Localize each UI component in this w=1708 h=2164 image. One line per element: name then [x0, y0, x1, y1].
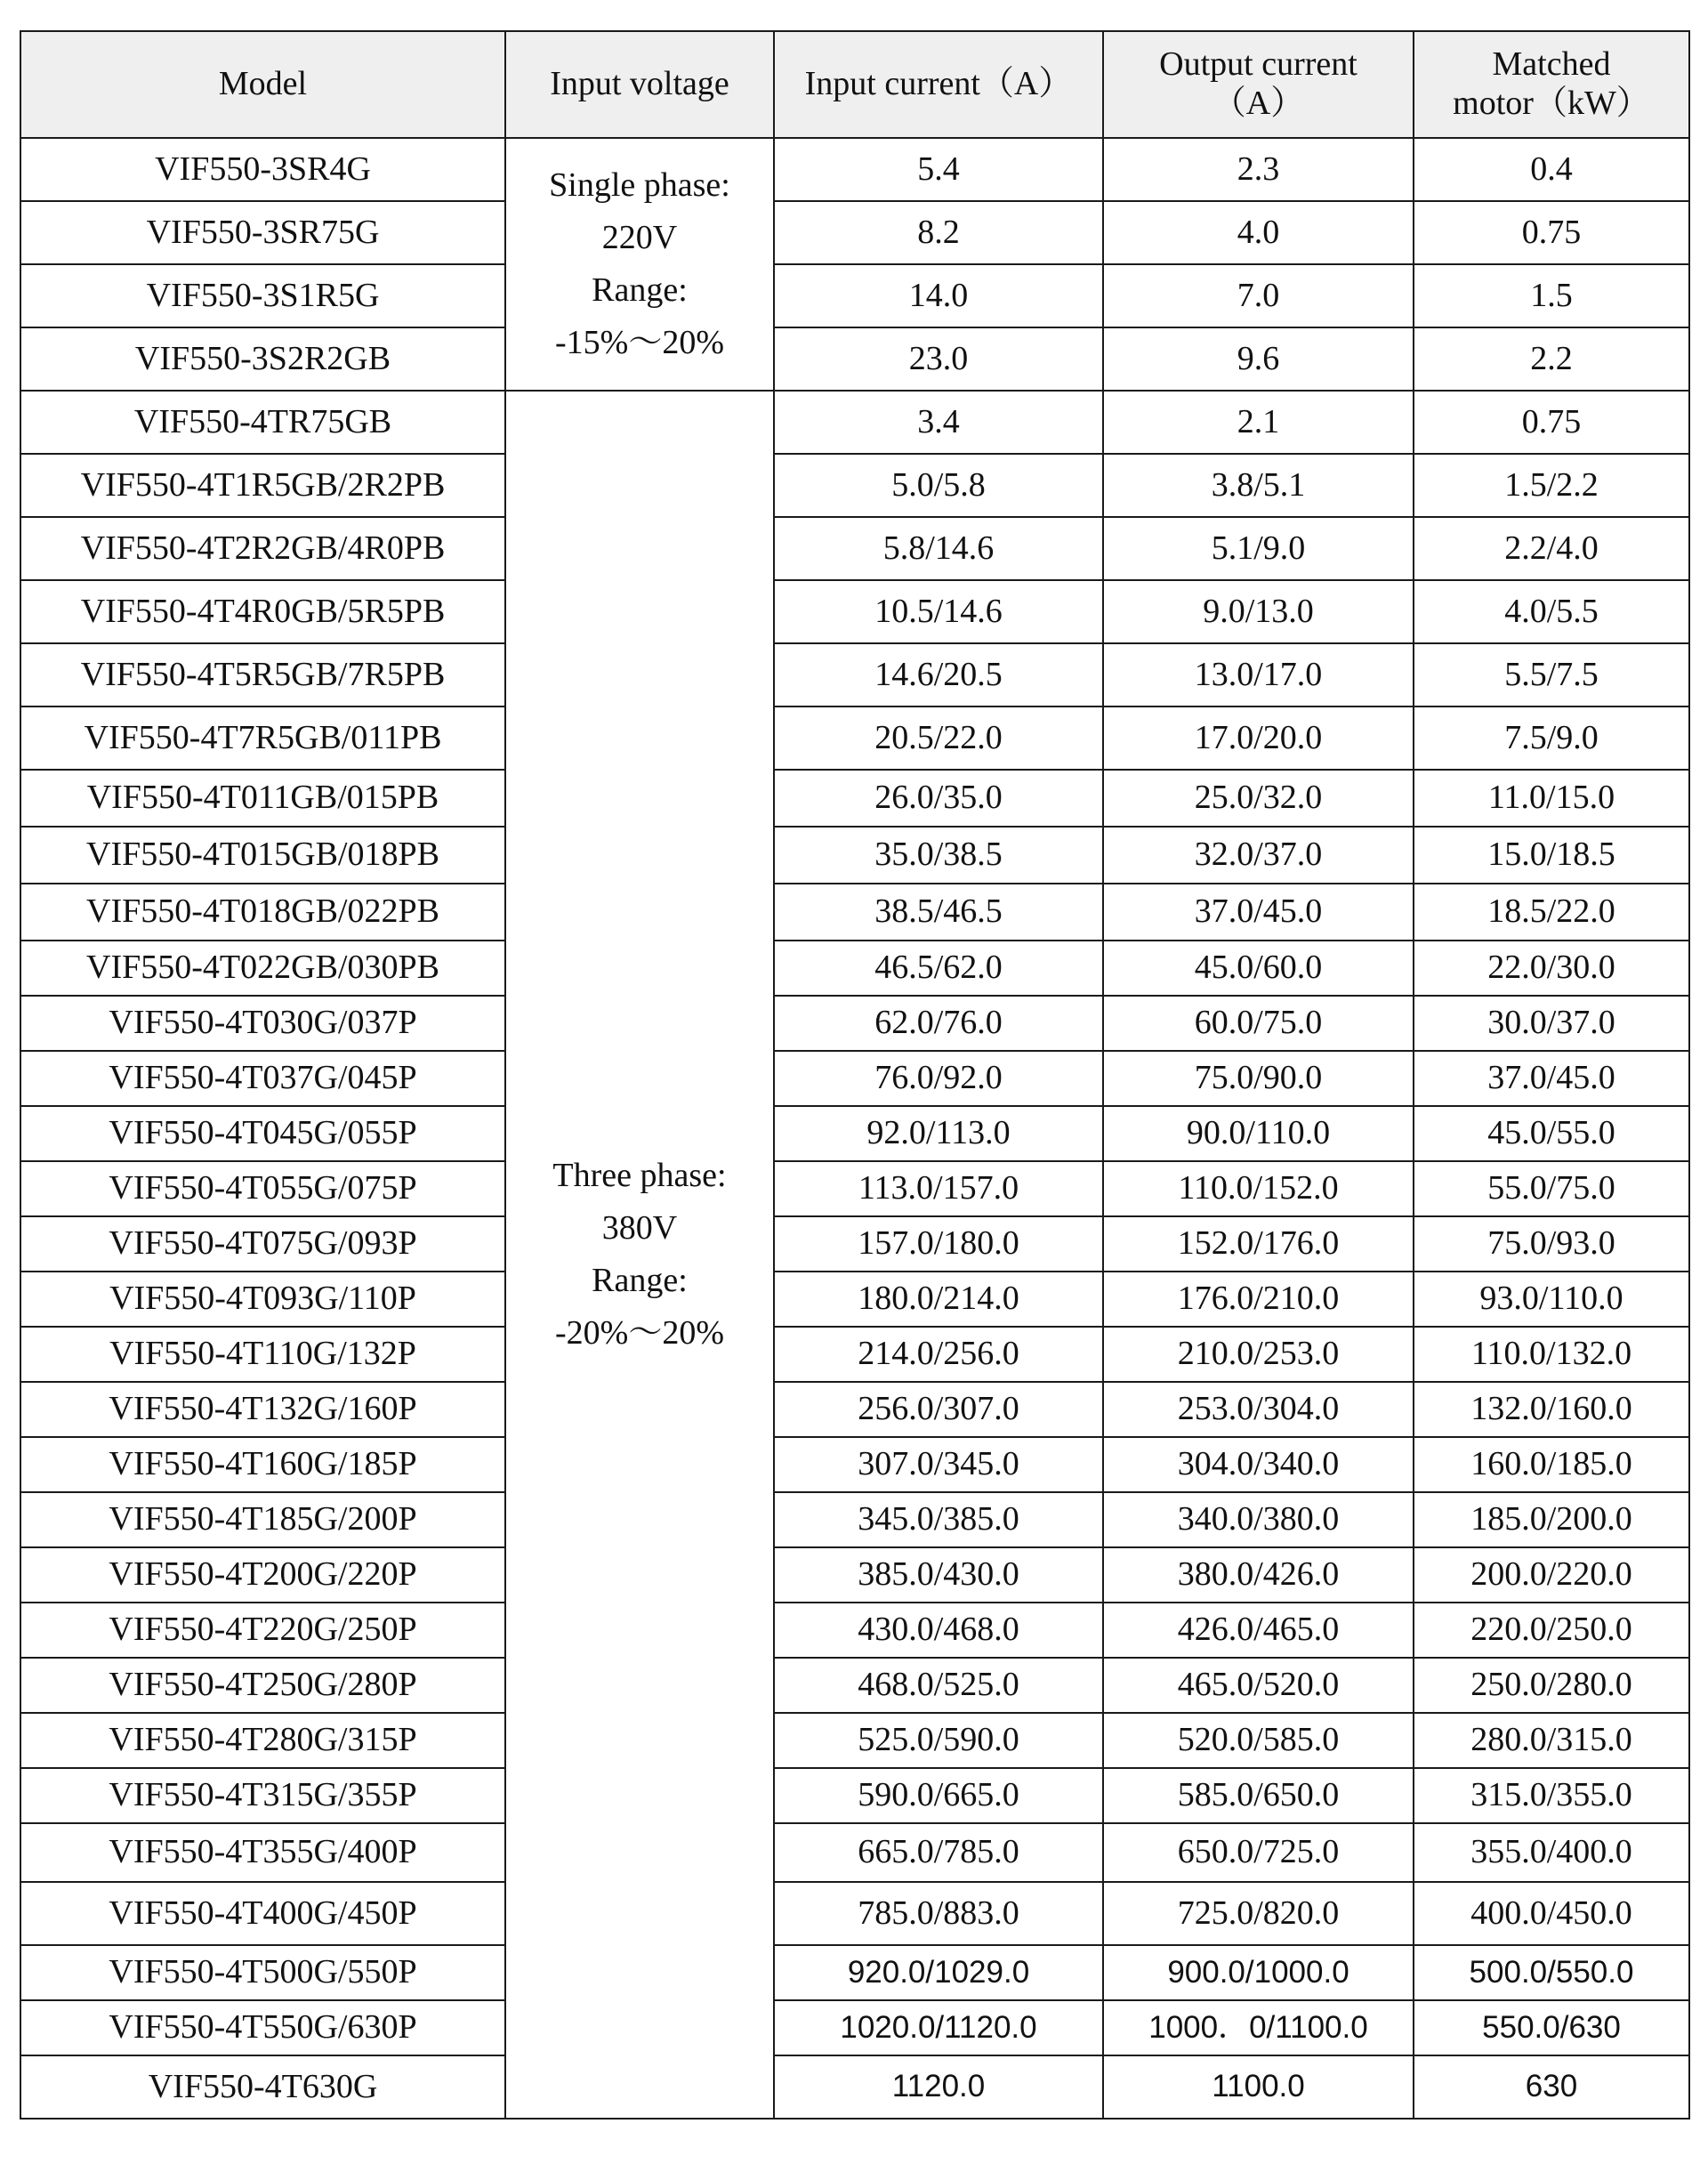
- input-current-cell: 180.0/214.0: [774, 1272, 1103, 1327]
- matched-motor-cell: 355.0/400.0: [1414, 1823, 1689, 1882]
- matched-motor-cell: 400.0/450.0: [1414, 1882, 1689, 1945]
- output-current-cell: 2.1: [1103, 391, 1414, 454]
- input-voltage-three-phase: [505, 391, 774, 2119]
- matched-motor-cell: 110.0/132.0: [1414, 1327, 1689, 1382]
- input-voltage-line: Range:: [592, 1262, 688, 1299]
- model-cell: VIF550-4T200G/220P: [20, 1547, 505, 1603]
- input-current-cell: 113.0/157.0: [774, 1161, 1103, 1216]
- input-current-cell: 256.0/307.0: [774, 1382, 1103, 1437]
- matched-motor-cell: 37.0/45.0: [1414, 1051, 1689, 1106]
- model-cell: VIF550-4T160G/185P: [20, 1437, 505, 1492]
- table-row: [20, 264, 1689, 327]
- header-input-current: Input current（A）: [774, 31, 1103, 138]
- table-row: [20, 1768, 1689, 1823]
- input-current-cell: 307.0/345.0: [774, 1437, 1103, 1492]
- model-cell: VIF550-3SR75G: [20, 201, 505, 264]
- input-current-cell: 525.0/590.0: [774, 1713, 1103, 1768]
- output-current-cell: 2.3: [1103, 138, 1414, 201]
- model-cell: VIF550-4T5R5GB/7R5PB: [20, 643, 505, 707]
- model-cell: VIF550-4T400G/450P: [20, 1882, 505, 1945]
- input-voltage-line: 220V: [601, 219, 678, 257]
- model-cell: VIF550-4T018GB/022PB: [20, 884, 505, 941]
- input-current-cell: 3.4: [774, 391, 1103, 454]
- matched-motor-cell: 280.0/315.0: [1414, 1713, 1689, 1768]
- matched-motor-cell: 200.0/220.0: [1414, 1547, 1689, 1603]
- table-row: [20, 827, 1689, 884]
- table-row: [20, 1603, 1689, 1658]
- matched-motor-cell: 4.0/5.5: [1414, 580, 1689, 643]
- input-current-cell: 5.8/14.6: [774, 517, 1103, 580]
- output-current-cell: 90.0/110.0: [1103, 1106, 1414, 1161]
- table-row: [20, 770, 1689, 827]
- input-current-cell: 430.0/468.0: [774, 1603, 1103, 1658]
- table-row: [20, 391, 1689, 454]
- header-model: Model: [20, 31, 505, 138]
- output-current-cell: 60.0/75.0: [1103, 996, 1414, 1051]
- output-current-cell: 426.0/465.0: [1103, 1603, 1414, 1658]
- model-cell: VIF550-4T1R5GB/2R2PB: [20, 454, 505, 517]
- matched-motor-cell: 0.75: [1414, 391, 1689, 454]
- table-row: [20, 138, 1689, 201]
- model-cell: VIF550-4T045G/055P: [20, 1106, 505, 1161]
- input-current-cell: 590.0/665.0: [774, 1768, 1103, 1823]
- model-cell: VIF550-4T011GB/015PB: [20, 770, 505, 827]
- matched-motor-cell: 2.2/4.0: [1414, 517, 1689, 580]
- model-cell: VIF550-4T355G/400P: [20, 1823, 505, 1882]
- output-current-cell: 3.8/5.1: [1103, 454, 1414, 517]
- matched-motor-cell: 30.0/37.0: [1414, 996, 1689, 1051]
- model-cell: VIF550-4T110G/132P: [20, 1327, 505, 1382]
- model-cell: VIF550-4T630G: [20, 2055, 505, 2119]
- input-voltage-line: 380V: [601, 1209, 678, 1248]
- header-output-current-line2: （A）: [1212, 85, 1305, 122]
- output-current-cell: 210.0/253.0: [1103, 1327, 1414, 1382]
- table-row: [20, 1161, 1689, 1216]
- matched-motor-cell: 2.2: [1414, 327, 1689, 391]
- output-current-cell: 17.0/20.0: [1103, 707, 1414, 770]
- model-cell: VIF550-3S1R5G: [20, 264, 505, 327]
- input-current-cell: 468.0/525.0: [774, 1658, 1103, 1713]
- matched-motor-cell: 18.5/22.0: [1414, 884, 1689, 941]
- table-row: [20, 517, 1689, 580]
- header-matched-motor-line2: motor（kW）: [1453, 85, 1650, 122]
- output-current-cell: 340.0/380.0: [1103, 1492, 1414, 1547]
- matched-motor-cell: 250.0/280.0: [1414, 1658, 1689, 1713]
- table-row: [20, 580, 1689, 643]
- output-current-cell: 9.6: [1103, 327, 1414, 391]
- table-row: [20, 1216, 1689, 1272]
- table-row: [20, 1713, 1689, 1768]
- output-current-cell: 152.0/176.0: [1103, 1216, 1414, 1272]
- model-cell: VIF550-4T7R5GB/011PB: [20, 707, 505, 770]
- model-cell: VIF550-4T132G/160P: [20, 1382, 505, 1437]
- header-output-current: [1103, 31, 1414, 138]
- table-row: [20, 884, 1689, 941]
- matched-motor-cell: 55.0/75.0: [1414, 1161, 1689, 1216]
- header-row: [20, 31, 1689, 138]
- model-cell: VIF550-4T4R0GB/5R5PB: [20, 580, 505, 643]
- output-current-cell: 9.0/13.0: [1103, 580, 1414, 643]
- input-voltage-single-phase: [505, 138, 774, 391]
- matched-motor-cell: 160.0/185.0: [1414, 1437, 1689, 1492]
- model-cell: VIF550-4T315G/355P: [20, 1768, 505, 1823]
- header-output-current-line1: Output current: [1159, 45, 1358, 84]
- model-cell: VIF550-4T030G/037P: [20, 996, 505, 1051]
- matched-motor-cell: 132.0/160.0: [1414, 1382, 1689, 1437]
- input-current-cell: 1120.0: [774, 2055, 1103, 2119]
- matched-motor-cell: 220.0/250.0: [1414, 1603, 1689, 1658]
- input-voltage-line: Three phase:: [552, 1157, 727, 1195]
- model-cell: VIF550-4T022GB/030PB: [20, 941, 505, 996]
- input-current-cell: 1020.0/1120.0: [774, 2000, 1103, 2055]
- table-row: [20, 2055, 1689, 2119]
- table-row: [20, 1437, 1689, 1492]
- output-current-cell: 13.0/17.0: [1103, 643, 1414, 707]
- output-current-cell: 75.0/90.0: [1103, 1051, 1414, 1106]
- header-input-voltage: Input voltage: [505, 31, 774, 138]
- matched-motor-cell: 0.75: [1414, 201, 1689, 264]
- table-row: [20, 1051, 1689, 1106]
- input-current-cell: 35.0/38.5: [774, 827, 1103, 884]
- matched-motor-cell: 15.0/18.5: [1414, 827, 1689, 884]
- input-current-cell: 14.0: [774, 264, 1103, 327]
- model-cell: VIF550-4T055G/075P: [20, 1161, 505, 1216]
- matched-motor-cell: 11.0/15.0: [1414, 770, 1689, 827]
- header-matched-motor: [1414, 31, 1689, 138]
- table-row: [20, 996, 1689, 1051]
- input-current-cell: 157.0/180.0: [774, 1216, 1103, 1272]
- table-row: [20, 1492, 1689, 1547]
- matched-motor-cell: 1.5: [1414, 264, 1689, 327]
- output-current-cell: 253.0/304.0: [1103, 1382, 1414, 1437]
- output-current-cell: 650.0/725.0: [1103, 1823, 1414, 1882]
- output-current-cell: 1000．0/1100.0: [1103, 2000, 1414, 2055]
- table-row: [20, 327, 1689, 391]
- input-voltage-line: Single phase:: [549, 166, 730, 205]
- model-cell: VIF550-4T185G/200P: [20, 1492, 505, 1547]
- output-current-cell: 7.0: [1103, 264, 1414, 327]
- table-row: [20, 1327, 1689, 1382]
- table-row: [20, 1547, 1689, 1603]
- output-current-cell: 520.0/585.0: [1103, 1713, 1414, 1768]
- input-current-cell: 26.0/35.0: [774, 770, 1103, 827]
- matched-motor-cell: 0.4: [1414, 138, 1689, 201]
- model-cell: VIF550-3S2R2GB: [20, 327, 505, 391]
- output-current-cell: 304.0/340.0: [1103, 1437, 1414, 1492]
- input-current-cell: 92.0/113.0: [774, 1106, 1103, 1161]
- model-cell: VIF550-4TR75GB: [20, 391, 505, 454]
- matched-motor-cell: 45.0/55.0: [1414, 1106, 1689, 1161]
- table-row: [20, 1823, 1689, 1882]
- matched-motor-cell: 93.0/110.0: [1414, 1272, 1689, 1327]
- matched-motor-cell: 550.0/630: [1414, 2000, 1689, 2055]
- table-row: [20, 1106, 1689, 1161]
- input-current-cell: 665.0/785.0: [774, 1823, 1103, 1882]
- input-current-cell: 385.0/430.0: [774, 1547, 1103, 1603]
- input-current-cell: 14.6/20.5: [774, 643, 1103, 707]
- table-row: [20, 454, 1689, 517]
- output-current-cell: 1100.0: [1103, 2055, 1414, 2119]
- output-current-cell: 725.0/820.0: [1103, 1882, 1414, 1945]
- table-row: [20, 1882, 1689, 1945]
- table-row: [20, 707, 1689, 770]
- input-current-cell: 62.0/76.0: [774, 996, 1103, 1051]
- output-current-cell: 900.0/1000.0: [1103, 1945, 1414, 2000]
- header-matched-motor-line1: Matched: [1492, 45, 1611, 84]
- matched-motor-cell: 5.5/7.5: [1414, 643, 1689, 707]
- output-current-cell: 585.0/650.0: [1103, 1768, 1414, 1823]
- model-cell: VIF550-4T075G/093P: [20, 1216, 505, 1272]
- input-current-cell: 785.0/883.0: [774, 1882, 1103, 1945]
- matched-motor-cell: 7.5/9.0: [1414, 707, 1689, 770]
- model-cell: VIF550-4T280G/315P: [20, 1713, 505, 1768]
- input-voltage-line: Range:: [592, 271, 688, 309]
- model-cell: VIF550-4T2R2GB/4R0PB: [20, 517, 505, 580]
- table-row: [20, 2000, 1689, 2055]
- input-current-cell: 20.5/22.0: [774, 707, 1103, 770]
- table-row: [20, 1658, 1689, 1713]
- table-row: [20, 1382, 1689, 1437]
- matched-motor-cell: 185.0/200.0: [1414, 1492, 1689, 1547]
- table-row: [20, 941, 1689, 996]
- input-current-cell: 920.0/1029.0: [774, 1945, 1103, 2000]
- input-current-cell: 76.0/92.0: [774, 1051, 1103, 1106]
- matched-motor-cell: 315.0/355.0: [1414, 1768, 1689, 1823]
- model-cell: VIF550-4T550G/630P: [20, 2000, 505, 2055]
- input-current-cell: 5.0/5.8: [774, 454, 1103, 517]
- table-row: [20, 1945, 1689, 2000]
- input-current-cell: 345.0/385.0: [774, 1492, 1103, 1547]
- model-cell: VIF550-4T015GB/018PB: [20, 827, 505, 884]
- model-cell: VIF550-3SR4G: [20, 138, 505, 201]
- spec-table-body: [20, 138, 1689, 2119]
- input-current-cell: 10.5/14.6: [774, 580, 1103, 643]
- output-current-cell: 37.0/45.0: [1103, 884, 1414, 941]
- matched-motor-cell: 1.5/2.2: [1414, 454, 1689, 517]
- input-current-cell: 46.5/62.0: [774, 941, 1103, 996]
- matched-motor-cell: 500.0/550.0: [1414, 1945, 1689, 2000]
- table-row: [20, 201, 1689, 264]
- spec-table: [20, 30, 1690, 2120]
- model-cell: VIF550-4T037G/045P: [20, 1051, 505, 1106]
- output-current-cell: 110.0/152.0: [1103, 1161, 1414, 1216]
- matched-motor-cell: 22.0/30.0: [1414, 941, 1689, 996]
- output-current-cell: 380.0/426.0: [1103, 1547, 1414, 1603]
- output-current-cell: 32.0/37.0: [1103, 827, 1414, 884]
- input-current-cell: 23.0: [774, 327, 1103, 391]
- input-current-cell: 214.0/256.0: [774, 1327, 1103, 1382]
- output-current-cell: 465.0/520.0: [1103, 1658, 1414, 1713]
- input-current-cell: 5.4: [774, 138, 1103, 201]
- model-cell: VIF550-4T220G/250P: [20, 1603, 505, 1658]
- spec-table-container: [20, 30, 1688, 2120]
- table-row: [20, 643, 1689, 707]
- output-current-cell: 25.0/32.0: [1103, 770, 1414, 827]
- input-current-cell: 38.5/46.5: [774, 884, 1103, 941]
- model-cell: VIF550-4T250G/280P: [20, 1658, 505, 1713]
- matched-motor-cell: 630: [1414, 2055, 1689, 2119]
- input-voltage-line: -20%～20%: [555, 1313, 724, 1352]
- model-cell: VIF550-4T500G/550P: [20, 1945, 505, 2000]
- matched-motor-cell: 75.0/93.0: [1414, 1216, 1689, 1272]
- input-voltage-line: -15%～20%: [555, 323, 724, 361]
- output-current-cell: 45.0/60.0: [1103, 941, 1414, 996]
- table-row: [20, 1272, 1689, 1327]
- output-current-cell: 4.0: [1103, 201, 1414, 264]
- output-current-cell: 176.0/210.0: [1103, 1272, 1414, 1327]
- output-current-cell: 5.1/9.0: [1103, 517, 1414, 580]
- input-current-cell: 8.2: [774, 201, 1103, 264]
- model-cell: VIF550-4T093G/110P: [20, 1272, 505, 1327]
